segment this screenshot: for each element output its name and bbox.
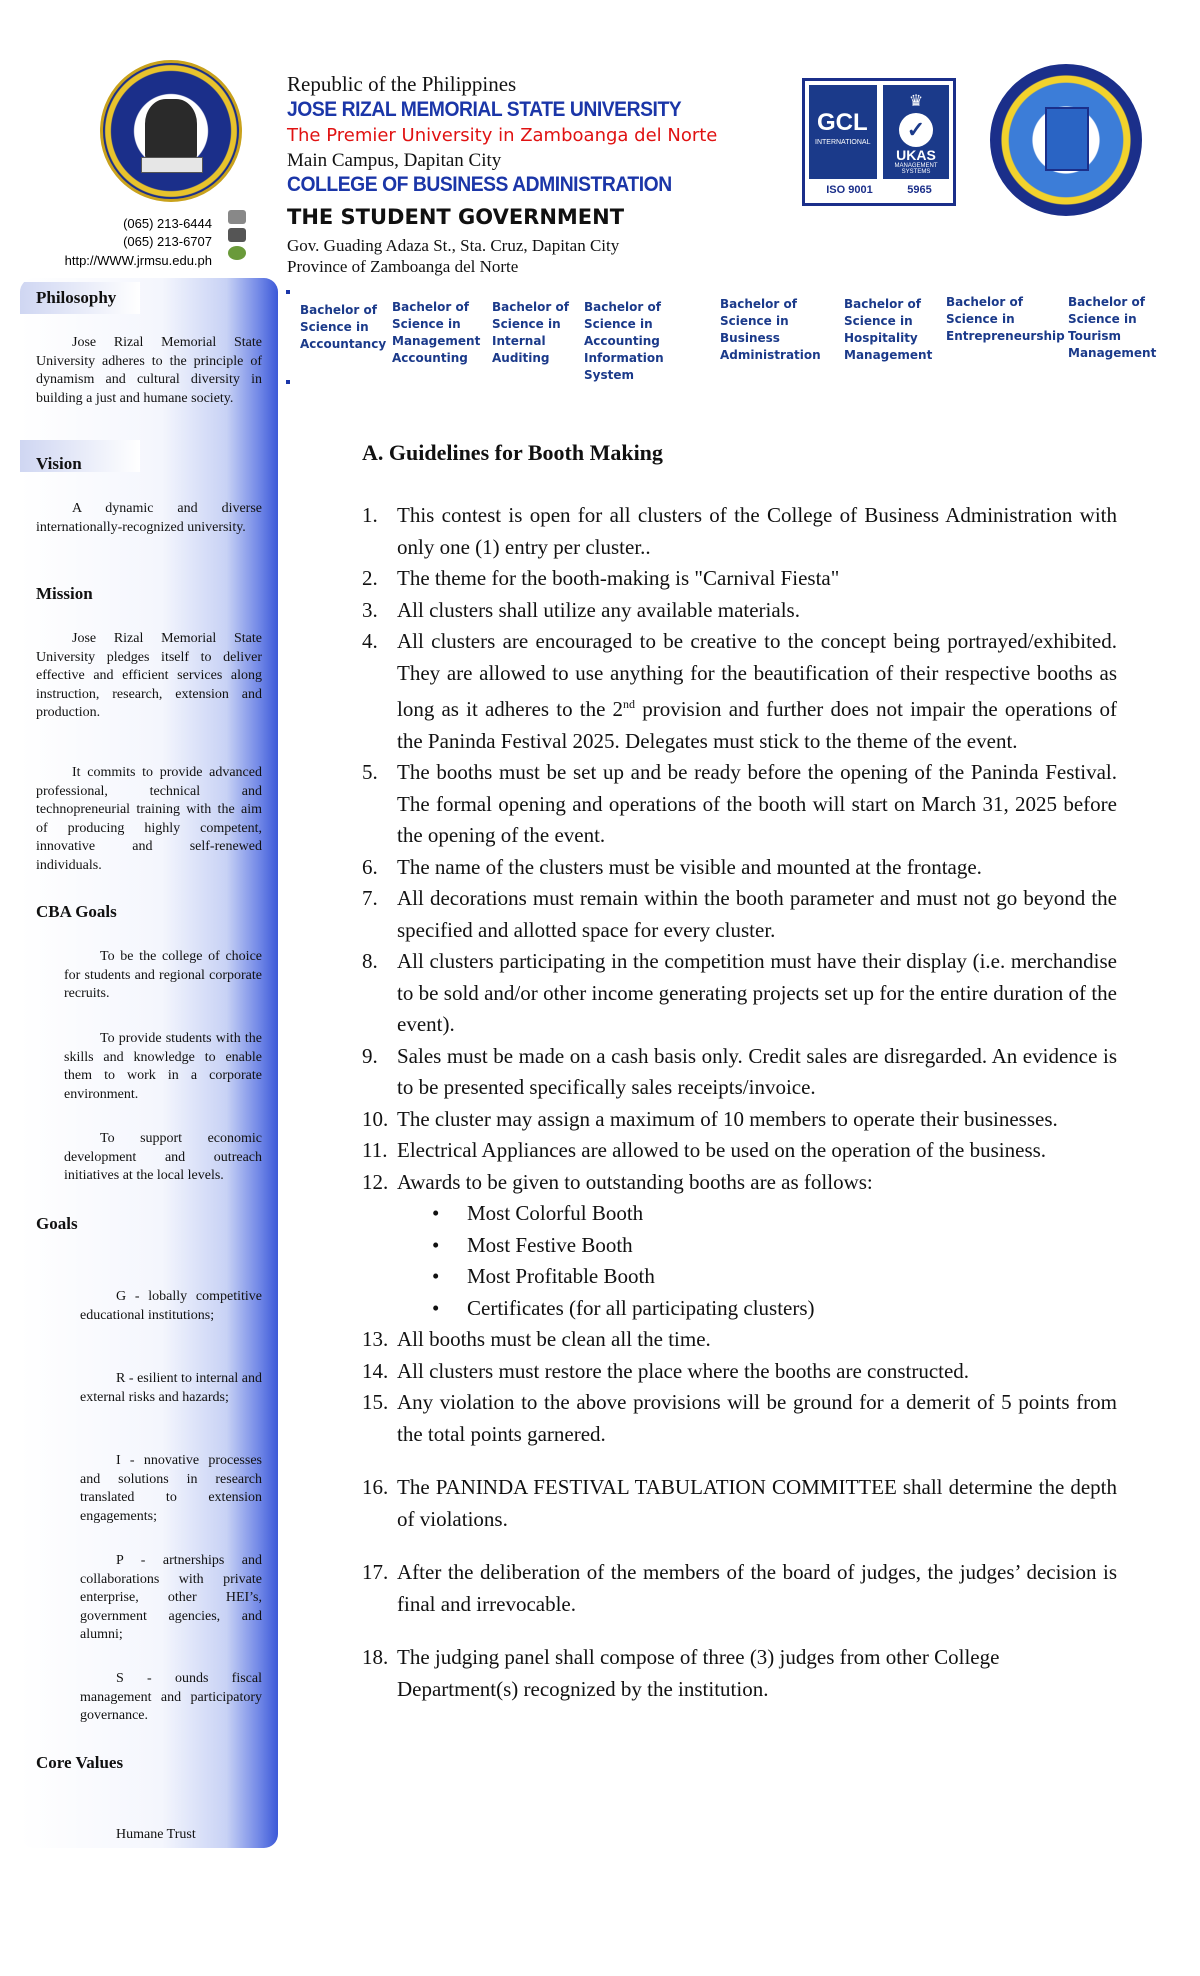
guideline-item: All clusters must restore the place where the booths are constructed. [397,1358,970,1383]
guideline-item: The cluster may assign a maximum of 10 members to operate their businesses. [397,1106,1058,1131]
guideline-item: The booths must be set up and be ready before the opening of the Paninda Festival. The formal opening and operations of the booth will start on March 31, 2025 before the opening of the event. [397,760,1117,847]
mission-text-2: It commits to provide advanced professional, technical and technopreneurial training with the aim of producing highly competent, innovative and self-renewed individuals. [36,765,262,873]
guideline-item: All clusters shall utilize any available materials. [397,597,800,622]
award-item: • Certificates (for all participating clusters) [467,1293,1117,1325]
program-internal-auditing: Bachelor of Science in Internal Auditing [492,300,569,365]
guideline-item: After the deliberation of the members of the board of judges, the judges’ decision is final and irrevocable. [397,1560,1117,1616]
vision-text: A dynamic and diverse internationally-recognized university. [36,501,262,535]
org-name: THE STUDENT GOVERNMENT [287,205,625,229]
guidelines-title: A. Guidelines for Booth Making [362,440,663,465]
cba-goals-heading: CBA Goals [36,902,117,921]
ukas-logo: ♛ ✓ UKAS MANAGEMENT SYSTEMS [883,85,949,179]
guideline-item: All clusters are encouraged to be creative to the concept being portrayed/exhibited. They are allowed to use anything for the beautification of their respective booths as long as it adheres to the 2nd provision and further does not impair the operations of the Paninda Festival 2025. Delegates must stick to the theme of the event. [397,629,1117,753]
core-values-heading: Core Values [36,1753,124,1772]
province-line: Province of Zamboanga del Norte [287,257,519,276]
program-tourism-management: Bachelor of Science in Tourism Management [1068,295,1157,360]
vision-heading: Vision [36,454,82,473]
program-business-administration: Bachelor of Science in Business Administration [720,297,821,362]
cba-logo [990,64,1142,216]
program-accountancy: Bachelor of Science in Accountancy [300,303,387,351]
university-name: JOSE RIZAL MEMORIAL STATE UNIVERSITY [287,98,682,121]
guideline-item: Awards to be given to outstanding booths are as follows: • Most Colorful Booth • Most Festive Booth • Most Profitable Booth • Certificates (for all participating clusters) [397,1167,1117,1325]
guideline-item: The PANINDA FESTIVAL TABULATION COMMITTEE shall determine the depth of violations. [397,1475,1117,1531]
core-value-1: Humane Trust [116,1827,196,1842]
guideline-item: Any violation to the above provisions will be ground for a demerit of 5 points from the total points garnered. [397,1390,1117,1446]
program-management-accounting: Bachelor of Science in Management Accounting [392,300,481,365]
award-item: • Most Colorful Booth [467,1198,1117,1230]
iso-certification-badge: GCL INTERNATIONAL ♛ ✓ UKAS MANAGEMENT SYSTEMS ISO 9001 5965 [802,78,956,206]
republic-line: Republic of the Philippines [287,72,517,96]
college-name: COLLEGE OF BUSINESS ADMINISTRATION [287,173,672,196]
guideline-item: The name of the clusters must be visible and mounted at the frontage. [397,854,982,879]
sidebar-panel [20,278,278,1848]
campus-line: Main Campus, Dapitan City [287,150,502,171]
program-hospitality-management: Bachelor of Science in Hospitality Management [844,297,933,362]
phone-2: (065) 213-6707 [123,234,212,249]
goal-s: S - ounds fiscal management and participatory governance. [80,1671,262,1723]
cba-goal-3: To support economic development and outreach initiatives at the local levels. [64,1131,262,1183]
university-tagline: The Premier University in Zamboanga del Norte [287,125,718,146]
goal-r: R - esilient to internal and external risks and hazards; [80,1371,262,1405]
guideline-item: All booths must be clean all the time. [397,1327,711,1351]
award-item: • Most Profitable Booth [467,1261,1117,1293]
crown-icon: ♛ [908,93,924,110]
goal-g: G - lobally competitive educational institutions; [80,1289,262,1323]
guidelines-list [362,500,1117,1705]
philosophy-text: Jose Rizal Memorial State University adheres to the principle of dynamism and cultural diversity in building a just and humane society. [36,335,262,406]
guideline-item: All decorations must remain within the booth parameter and must not go beyond the specified and allotted space for every cluster. [397,886,1117,942]
address-line: Gov. Guading Adaza St., Sta. Cruz, Dapitan City [287,236,620,255]
guideline-item: The judging panel shall compose of three (3) judges from other College Department(s) recognized by the institution. [397,1645,1000,1701]
mission-heading: Mission [36,584,93,603]
award-item: • Most Festive Booth [467,1230,1117,1262]
guideline-item: The theme for the booth-making is "Carnival Fiesta" [397,566,840,590]
phone-1: (065) 213-6444 [123,216,212,231]
bullet-dot [286,380,290,384]
website-link[interactable]: http://WWW.jrmsu.edu.ph [64,253,212,268]
philosophy-heading: Philosophy [36,288,117,307]
checkmark-icon: ✓ [899,113,933,147]
goal-i: I - nnovative processes and solutions in research translated to extension engagements; [80,1453,262,1524]
goal-p: P - artnerships and collaborations with private enterprise, other HEI’s, government agencies, and alumni; [80,1553,262,1642]
rizal-portrait-icon [145,99,197,161]
gcl-logo: GCL INTERNATIONAL [809,85,877,179]
program-entrepreneurship: Bachelor of Science in Entrepreneurship [946,295,1065,343]
fax-icon [228,228,246,242]
goals-heading: Goals [36,1214,78,1233]
web-icon [228,246,246,260]
awards-list [397,1198,1117,1324]
phone-icon [228,210,246,224]
university-seal-logo [100,60,242,202]
building-icon [1045,107,1089,171]
cba-goal-1: To be the college of choice for students and regional corporate recruits. [64,949,262,1001]
book-icon [141,157,203,173]
bullet-dot [286,290,290,294]
guideline-item: This contest is open for all clusters of the College of Business Administration with only one (1) entry per cluster.. [397,503,1117,559]
mission-text-1: Jose Rizal Memorial State University pledges itself to deliver effective and efficient services along instruction, research, extension and production. [36,631,262,720]
guideline-item: All clusters participating in the competition must have their display (i.e. merchandise to be sold and/or other income generating projects set up for the entire duration of the event). [397,949,1117,1036]
program-accounting-information-system: Bachelor of Science in Accounting Information System [584,300,664,382]
guideline-item: Sales must be made on a cash basis only. Credit sales are disregarded. An evidence is to be presented specifically sales receipts/invoice. [397,1043,1117,1099]
guideline-item: Electrical Appliances are allowed to be used on the operation of the business. [397,1138,1047,1162]
cba-goal-2: To provide students with the skills and knowledge to enable them to work in a corporate environment. [64,1031,262,1102]
